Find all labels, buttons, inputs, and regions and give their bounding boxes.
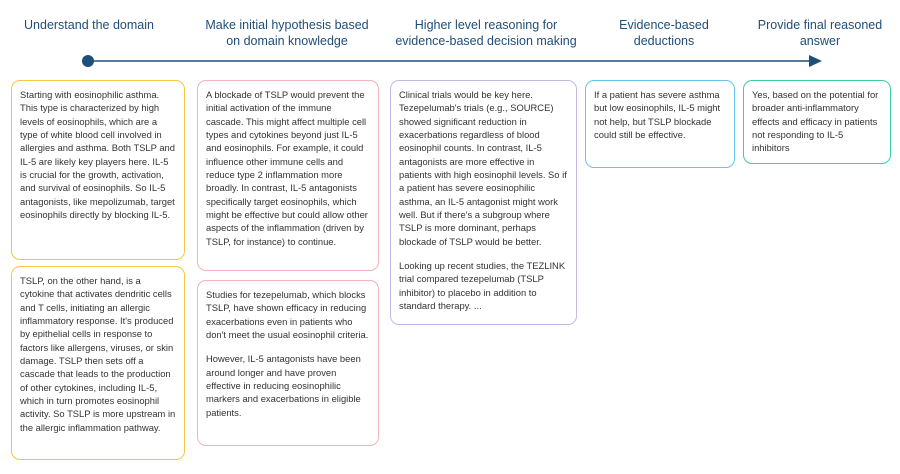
stage-title-final-answer: Provide final reasoned answer bbox=[757, 18, 883, 49]
card-domain-tslp bbox=[11, 266, 185, 460]
stage-title-evidence-deductions: Evidence-based deductions bbox=[619, 18, 709, 49]
stage-title-understand-domain: Understand the domain bbox=[24, 18, 154, 32]
card-text: Clinical trials would be key here. Tezepelumab's trials (e.g., SOURCE) showed significant reduction in exacerbations regardless of blood eosinophil counts. In contrast, IL-5 antagonists are more effective in patients with high eosinophil levels. So if a patient has severe eosinophilic asthma, an IL-5 antagonist might work well. But if there's a subgroup where TSLP is more dominant, perhaps blockade of TSLP would be better. bbox=[399, 89, 567, 247]
stage-title-higher-level-reasoning: Higher level reasoning for evidence-based decision making bbox=[395, 18, 577, 49]
card-text: Looking up recent studies, the TEZLINK trial compared tezepelumab (TSLP inhibitor) to placebo in addition to standard therapy. ... bbox=[399, 260, 566, 312]
card-text: A blockade of TSLP would prevent the initial activation of the immune cascade. This might affect multiple cell types and cytokines beyond just IL-5 and eosinophils. For example, it could influence other immune cells and reduce type 2 inflammation more broadly. In contrast, IL-5 antagonists specifically target eosinophils, which might be effective but could allow other aspects of the inflammation (driven by TSLP, for instance) to continue. bbox=[206, 89, 368, 247]
card-reasoning-clinical-trials bbox=[390, 80, 577, 325]
timeline-start-dot bbox=[82, 55, 94, 67]
card-domain-eosinophilic-asthma bbox=[11, 80, 185, 260]
card-text: Starting with eosinophilic asthma. This type is characterized by high levels of eosinophils, which are a type of white blood cell involved in allergies and asthma. Both TSLP and IL-5 are likely key players here. IL-5 is crucial for the growth, activation, and survival of eosinophils. So IL-5 antagonists, like mepolizumab, target eosinophils directly by blocking IL-5. bbox=[20, 89, 175, 221]
card-text: Yes, based on the potential for broader anti-inflammatory effects and efficacy in patients not responding to IL-5 inhibitors bbox=[752, 89, 879, 154]
card-text: TSLP, on the other hand, is a cytokine that activates dendritic cells and T cells, initiating an allergic inflammatory response. It's produced by epithelial cells in response to factors like allergens, viruses, or skin damage. TSLP then sets off a cascade that leads to the production of other cytokines, including IL-5, which in turn promotes eosinophil activity. So TSLP is more upstream in the allergic inflammation pathway. bbox=[20, 275, 176, 433]
card-hypothesis-tslp-blockade bbox=[197, 80, 379, 271]
timeline-arrowhead bbox=[809, 55, 822, 67]
card-hypothesis-studies bbox=[197, 280, 379, 446]
stage-title-initial-hypothesis: Make initial hypothesis based on domain knowledge bbox=[205, 18, 369, 49]
card-deduction bbox=[585, 80, 735, 168]
card-final-answer bbox=[743, 80, 891, 164]
card-text: However, IL-5 antagonists have been around longer and have proven effective in reducing eosinophilic markers and exacerbations in eligible patients. bbox=[206, 353, 361, 418]
card-text: Studies for tezepelumab, which blocks TSLP, have shown efficacy in reducing exacerbations even in patients who don't meet the usual eosinophil criteria. bbox=[206, 289, 369, 341]
card-text: If a patient has severe asthma but low eosinophils, IL-5 might not help, but TSLP blockade could still be effective. bbox=[594, 89, 721, 141]
